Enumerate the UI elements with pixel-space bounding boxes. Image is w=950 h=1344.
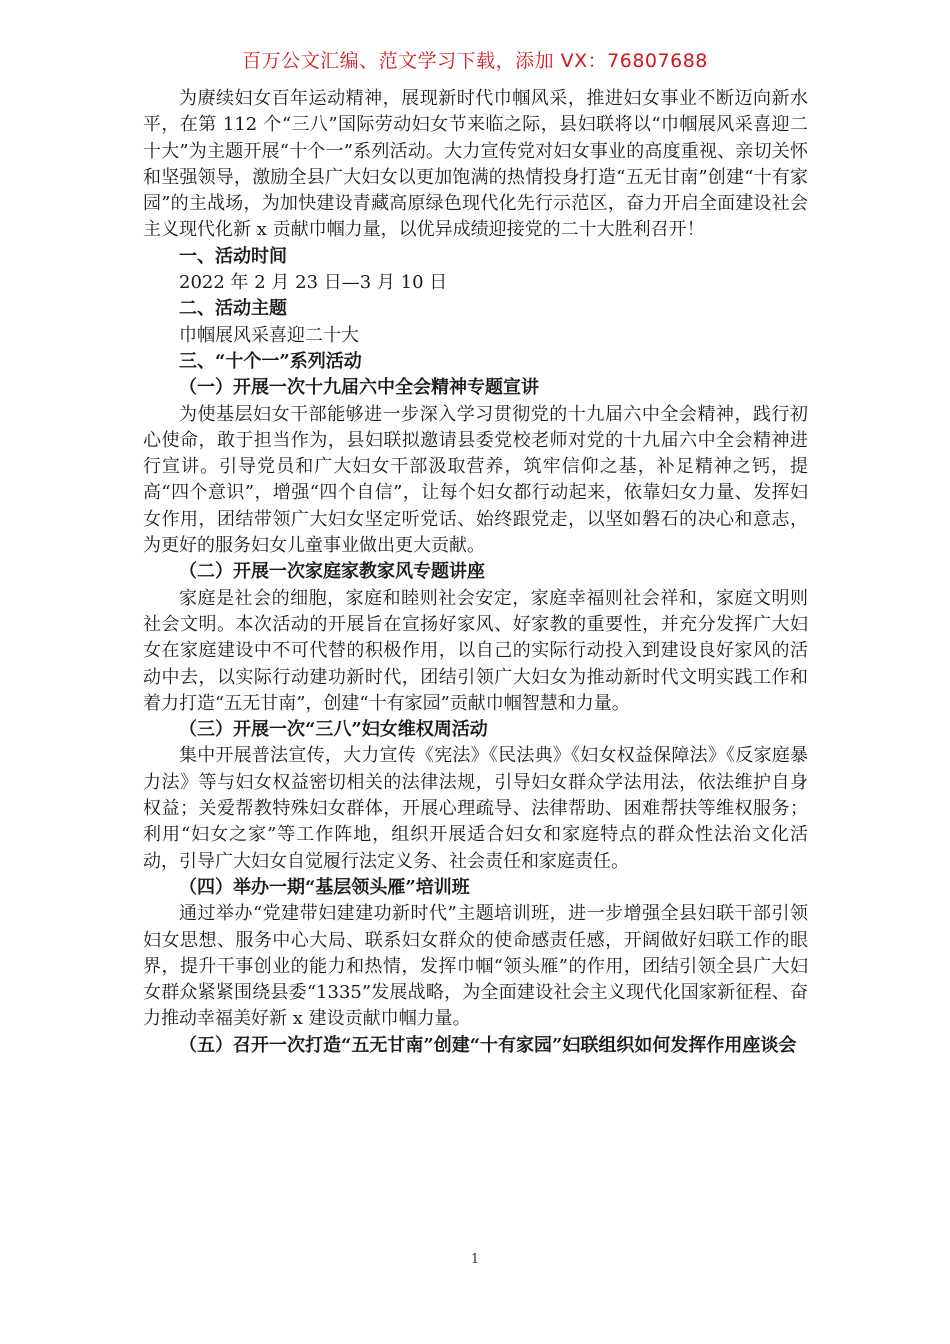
- section-content-time: 2022 年 2 月 23 日—3 月 10 日: [179, 272, 448, 294]
- activity-heading: （五）召开一次打造“五无甘南”创建“十有家园”妇联组织如何发挥作用座谈会: [179, 1034, 797, 1056]
- intro-paragraph: 为赓续妇女百年运动精神，展现新时代巾帼风采，推进妇女事业不断迈向新水平，在第 112 个“三八”国际劳动妇女节来临之际，县妇联将以“巾帼展风采喜迎二十大”为主题开展“十个一”系列活动。大力宣传党对妇女事业的高度重视、亲切关怀和坚强领导，激励全县广大妇女以更加饱满的热情投身打造“五无甘南”创建“十有家园”的主战场，为加快建设青藏高原绿色现代化先行示范区，奋力开启全面建设社会主义现代化新 x 贡献巾帼力量，以优异成绩迎接党的二十大胜利召开！: [143, 88, 808, 241]
- activity-heading: （二）开展一次家庭家教家风专题讲座: [179, 561, 485, 583]
- section-content-theme: 巾帼展风采喜迎二十大: [179, 324, 359, 346]
- page-number: 1: [470, 1252, 480, 1267]
- section-heading-time: 一、活动时间: [179, 245, 287, 267]
- watermark-header: 百万公文汇编、范文学习下载，添加 VX：76807688: [242, 50, 708, 72]
- section-heading-theme: 二、活动主题: [179, 298, 287, 320]
- activity-heading: （四）举办一期“基层领头雁”培训班: [179, 876, 470, 898]
- activity-body: 为使基层妇女干部能够进一步深入学习贯彻党的十九届六中全会精神，践行初心使命，敢于担当作为，县妇联拟邀请县委党校老师对党的十九届六中全会精神进行宣讲。引导党员和广大妇女干部汲取营养，筑牢信仰之基，补足精神之钙，提高“四个意识”，增强“四个自信”，让每个妇女都行动起来，依靠妇女力量、发挥妇女作用，团结带领广大妇女坚定听党话、始终跟党走，以坚如磐石的决心和意志，为更好的服务妇女儿童事业做出更大贡献。: [143, 403, 808, 557]
- activity-body: 集中开展普法宣传，大力宣传《宪法》《民法典》《妇女权益保障法》《反家庭暴力法》等与妇女权益密切相关的法律法规，引导妇女群众学法用法，依法维护自身权益；关爱帮教特殊妇女群体，开展心理疏导、法律帮助、困难帮扶等维权服务；利用“妇女之家”等工作阵地，组织开展适合妇女和家庭特点的群众性法治文化活动，引导广大妇女自觉履行法定义务、社会责任和家庭责任。: [143, 745, 808, 872]
- activity-body: 家庭是社会的细胞，家庭和睦则社会安定，家庭幸福则社会祥和，家庭文明则社会文明。本次活动的开展旨在宣扬好家风、好家教的重要性，并充分发挥广大妇女在家庭建设中不可代替的积极作用，以自己的实际行动投入到建设良好家风的活动中去，以实际行动建功新时代，团结引领广大妇女为推动新时代文明实践工作和着力打造“五无甘南”，创建“十有家园”贡献巾帼智慧和力量。: [143, 587, 808, 714]
- activity-heading: （一）开展一次十九届六中全会精神专题宣讲: [179, 377, 539, 399]
- document-body: [143, 86, 808, 1059]
- section-heading-activities: 三、“十个一”系列活动: [179, 350, 362, 372]
- activity-heading: （三）开展一次“三八”妇女维权周活动: [179, 719, 488, 741]
- activity-body: 通过举办“党建带妇建建功新时代”主题培训班，进一步增强全县妇联干部引领妇女思想、服务中心大局、联系妇女群众的使命感责任感，开阔做好妇联工作的眼界，提升干事创业的能力和热情，发挥巾帼“领头雁”的作用，团结引领全县广大妇女群众紧紧围绕县委“1335”发展战略，为全面建设社会主义现代化国家新征程、奋力推动幸福美好新 x 建设贡献巾帼力量。: [143, 903, 808, 1030]
